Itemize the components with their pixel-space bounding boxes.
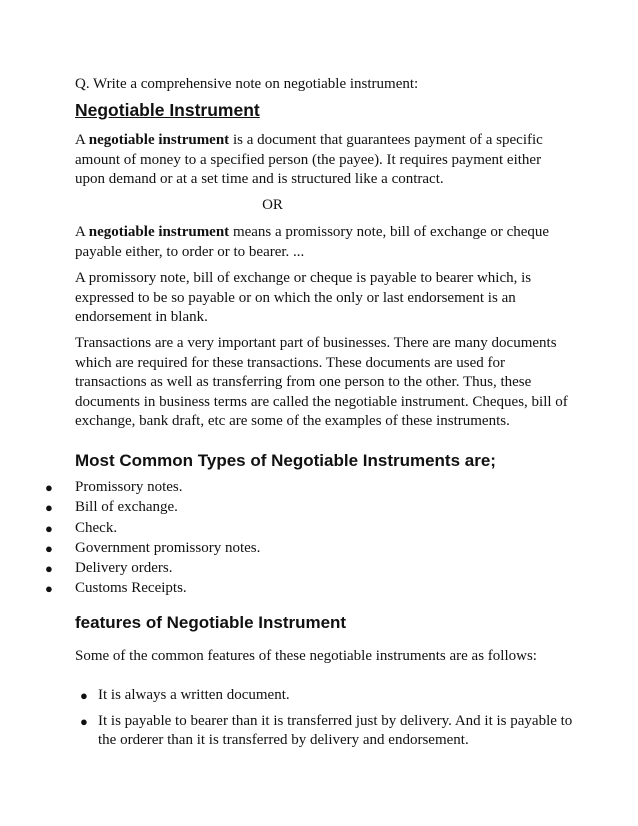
para2-rest: means a promissory note, bill of exchange or cheque payable either, to order or to bearer. ... bbox=[75, 224, 550, 260]
paragraph-alt-definition bbox=[75, 223, 570, 262]
list-item: ● It is payable to bearer than it is transferred just by delivery. And it is payable to the orderer than it is transferred by delivery and endorsement. bbox=[80, 712, 573, 748]
features-intro: Some of the common features of these negotiable instruments are as follows: bbox=[75, 648, 537, 664]
para1-bold-term: negotiable instrument bbox=[88, 132, 230, 148]
list-item: ● Check. bbox=[45, 519, 260, 539]
bullet-icon: ● bbox=[80, 688, 88, 703]
paragraph-definition bbox=[75, 131, 570, 190]
list-item: ● Bill of exchange. bbox=[45, 498, 260, 518]
para2-prefix: A bbox=[75, 224, 89, 240]
bullet-icon: ● bbox=[45, 561, 53, 577]
bullet-icon: ● bbox=[45, 520, 53, 536]
para1-rest: is a document that guarantees payment of a specific amount of money to a specified person (the payee). It requires payment either upon demand or at a set time and is structured like a contract. bbox=[75, 132, 543, 187]
paragraph-bearer: A promissory note, bill of exchange or cheque is payable to bearer which, is expressed to be so payable or on which the only or last endorsement is an endorsement in blank. bbox=[75, 270, 532, 325]
list-item: ● Delivery orders. bbox=[45, 559, 260, 579]
list-item: ● Government promissory notes. bbox=[45, 539, 260, 559]
bullet-icon: ● bbox=[45, 540, 53, 556]
bullet-icon: ● bbox=[45, 480, 53, 495]
bullet-icon: ● bbox=[45, 581, 53, 597]
types-list bbox=[45, 478, 260, 600]
heading-negotiable-instrument: Negotiable Instrument bbox=[75, 100, 260, 120]
heading-types: Most Common Types of Negotiable Instruments are; bbox=[75, 451, 496, 470]
bullet-icon: ● bbox=[45, 500, 53, 516]
bullet-icon: ● bbox=[80, 713, 88, 729]
question-line: Q. Write a comprehensive note on negotiable instrument: bbox=[75, 76, 419, 92]
para2-bold-term: negotiable instrument bbox=[88, 224, 230, 240]
list-item: ● Customs Receipts. bbox=[45, 579, 260, 599]
para1-prefix: A bbox=[75, 132, 89, 148]
paragraph-transactions: Transactions are a very important part of businesses. There are many documents which are required for these transactions. These documents are used for transactions as well as transferring from one person to the other. Thus, these documents in business terms are called the negotiable instrument. Cheques, bill of exchange, bank draft, etc are some of the examples of these instruments. bbox=[75, 335, 568, 429]
list-item: ● It is always a written document. bbox=[80, 686, 575, 706]
or-separator: OR bbox=[262, 197, 283, 213]
heading-features: features of Negotiable Instrument bbox=[75, 613, 347, 632]
list-item: ● Promissory notes. bbox=[45, 478, 260, 498]
features-list bbox=[80, 686, 575, 757]
